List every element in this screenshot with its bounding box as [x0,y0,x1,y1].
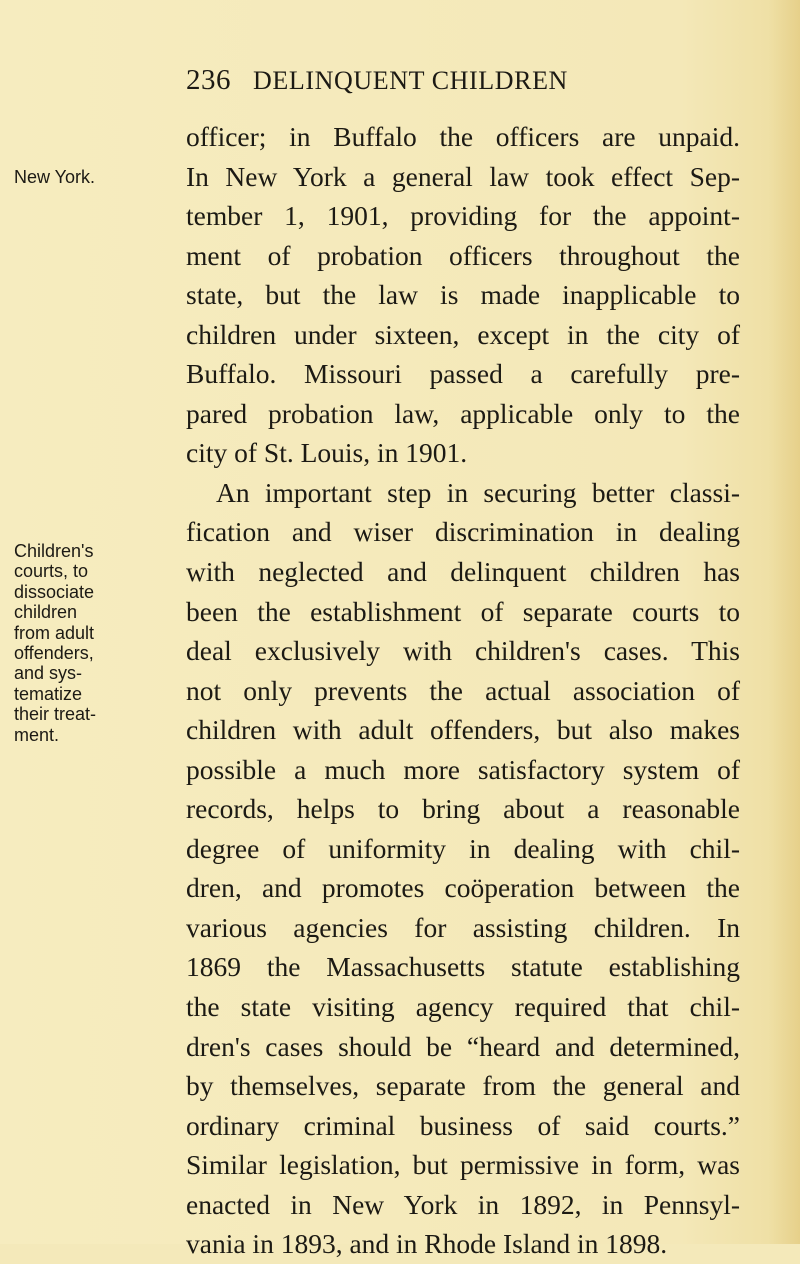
text-line: 1869 the Massachusetts statute establishing [186,951,740,983]
text-line: state, but the law is made inapplicable to [186,279,740,311]
text-line: enacted in New York in 1892, in Pennsyl- [186,1188,740,1220]
running-head [186,64,746,97]
text-line: fication and wiser discrimination in dealing [186,516,740,548]
text-line: various agencies for assisting children. In [186,911,740,943]
text-line: dren's cases should be “heard and determined, [186,1030,740,1062]
sidenote-childrens-courts [14,541,96,745]
sidenote-line: offenders, [14,643,94,664]
text-line: In New York a general law took effect Sep- [186,160,740,192]
text-line: the state visiting agency required that chil- [186,991,740,1023]
text-line: vania in 1893, and in Rhode Island in 1898. [186,1228,668,1260]
text-line: ment of probation officers throughout the [186,239,740,271]
running-title: DELINQUENT CHILDREN [253,66,568,95]
text-line: children with adult offenders, but also makes [186,714,740,746]
text-line: by themselves, separate from the general and [186,1070,740,1102]
text-line: dren, and promotes coöperation between the [186,872,740,904]
sidenote-line: their treat- [14,704,97,725]
text-line: pared probation law, applicable only to the [186,397,740,429]
text-line: officer; in Buffalo the officers are unpaid. [186,121,740,152]
text-line: Similar legislation, but permissive in form, was [186,1149,740,1181]
text-line: not only prevents the actual association of [186,674,740,706]
text-line: children under sixteen, except in the city of [186,318,740,350]
sidenote-line: and sys- [14,663,83,684]
sidenote-line: from adult [14,622,95,643]
sidenote-new-york [14,167,95,187]
sidenote-line: courts, to [14,561,89,582]
paragraph-start-line: An important step in securing better classi- [216,476,740,508]
sidenote-line: ment. [14,724,60,745]
text-line: records, helps to bring about a reasonable [186,793,740,825]
sidenote-line: tematize [14,683,83,704]
text-line: city of St. Louis, in 1901. [186,437,468,469]
text-line: deal exclusively with children's cases. This [186,635,740,667]
sidenote-line: Children's [14,541,94,561]
sidenote-line: New York. [14,167,96,187]
page-number: 236 [186,64,231,96]
text-line: tember 1, 1901, providing for the appoint- [186,200,740,232]
text-line: ordinary criminal business of said courts.” [186,1109,740,1141]
sidenote-line: dissociate [14,581,95,602]
body-text [186,117,740,1264]
text-line: degree of uniformity in dealing with chil- [186,832,740,864]
sidenote-line: children [14,602,78,623]
text-line: been the establishment of separate courts to [186,595,740,627]
text-line: with neglected and delinquent children has [186,556,740,588]
text-line: Buffalo. Missouri passed a carefully pre- [186,358,740,390]
text-line: possible a much more satisfactory system of [186,753,740,785]
